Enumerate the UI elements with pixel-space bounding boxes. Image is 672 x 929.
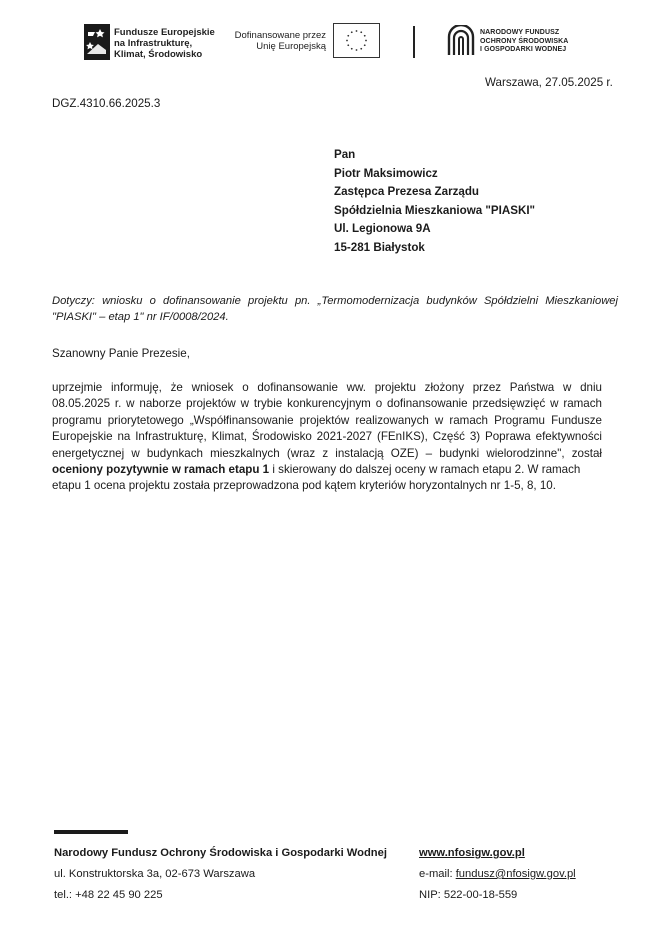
fe-logo: [84, 24, 224, 64]
recipient-block: [334, 146, 535, 257]
body-line: etapu 1 ocena projektu została przeprowadzona pod kątem kryteriów horyzontalnych nr 1-5, 8, 10.: [52, 479, 556, 493]
subject-line: Dotyczy: wniosku o dofinansowanie projektu pn. „Termomodernizacja budynków Spółdzielni Mieszkaniowej: [52, 295, 618, 307]
eu-star-icon: [347, 35, 349, 37]
eu-star-icon: [364, 44, 366, 46]
recipient-line: Zastępca Prezesa Zarządu: [334, 185, 479, 198]
recipient-line: 15-281 Białystok: [334, 240, 425, 254]
letter-date: Warszawa, 27.05.2025 r.: [485, 76, 613, 89]
body-line: 08.05.2025 r. w naborze projektów w trybie konkurencyjnym o dofinansowanie przedsięwzięć w ramach: [52, 397, 602, 411]
footer-nip: NIP: 522-00-18-559: [419, 889, 518, 901]
footer-email-link[interactable]: fundusz@nfosigw.gov.pl: [455, 868, 576, 880]
eu-star-icon: [364, 35, 366, 37]
body-line: [52, 462, 602, 478]
footer-email: [419, 864, 576, 885]
footer-email-label: e-mail:: [419, 868, 456, 880]
nfosigw-logo-line: I GOSPODARKI WODNEJ: [480, 46, 567, 53]
footer-phone: tel.: +48 22 45 90 225: [54, 889, 163, 901]
body-line: programu priorytetowego „Współfinansowanie projektów realizowanych w ramach Programu Fundusze: [52, 413, 602, 427]
eu-text-line: Dofinansowane przez: [234, 30, 326, 41]
eu-star-icon: [360, 48, 362, 50]
footer-contact: [419, 843, 576, 906]
fe-logo-icon: [84, 24, 110, 60]
body-line: uprzejmie informuję, że wniosek o dofinansowanie ww. projektu złożony przez Państwa w dniu: [52, 381, 602, 394]
body-line: energetycznej w budynkach mieszkalnych (wraz z instalacją OZE) – budynki wielorodzinne", został: [52, 446, 602, 460]
footer-org-name: Narodowy Fundusz Ochrony Środowiska i Gospodarki Wodnej: [54, 847, 387, 859]
eu-text-line: Unię Europejską: [256, 41, 326, 52]
header-divider: [413, 26, 415, 58]
footer-website-link[interactable]: www.nfosigw.gov.pl: [419, 847, 525, 859]
eu-star-icon: [356, 49, 358, 51]
eu-star-icon: [356, 30, 358, 32]
letter-body: [52, 380, 602, 495]
body-line-rest: i skierowany do dalszej oceny w ramach etapu 2. W ramach: [269, 463, 581, 477]
salutation: Szanowny Panie Prezesie,: [52, 347, 190, 360]
nfosigw-logo: [447, 25, 627, 61]
subject-line: "PIASKI" – etap 1" nr IF/0008/2024.: [52, 311, 229, 324]
recipient-line: Piotr Maksimowicz: [334, 166, 438, 180]
footer-org: [54, 843, 387, 906]
recipient-line: Spółdzielnia Mieszkaniowa "PIASKI": [334, 203, 536, 217]
footer-rule: [54, 830, 128, 834]
eu-star-icon: [351, 48, 353, 50]
nfosigw-logo-line: OCHRONY ŚRODOWISKA: [480, 37, 569, 45]
fe-logo-line: Fundusze Europejskie: [114, 27, 215, 38]
eu-star-icon: [347, 44, 349, 46]
eu-star-icon: [360, 31, 362, 33]
body-line: Europejskie na Infrastrukturę, Klimat, Środowisko 2021-2027 (FEnIKS), Część 3) Poprawa efektywności: [52, 430, 602, 444]
fe-logo-line: na Infrastrukturę,: [114, 38, 193, 49]
eu-flag-icon: [333, 23, 380, 58]
eu-star-icon: [346, 40, 348, 42]
nfosigw-logo-line: NARODOWY FUNDUSZ: [480, 29, 560, 36]
footer-address: ul. Konstruktorska 3a, 02-673 Warszawa: [54, 868, 256, 880]
eu-text: [228, 30, 326, 52]
eu-star-icon: [351, 31, 353, 33]
body-emphasis: oceniony pozytywnie w ramach etapu 1: [52, 463, 270, 477]
fe-logo-line: Klimat, Środowisko: [114, 49, 203, 60]
subject: [52, 293, 618, 326]
recipient-line: Pan: [334, 148, 356, 161]
eu-star-icon: [365, 40, 367, 42]
recipient-line: Ul. Legionowa 9A: [334, 222, 431, 235]
nfosigw-logo-icon: [447, 25, 475, 57]
reference-number: DGZ.4310.66.2025.3: [52, 97, 161, 110]
